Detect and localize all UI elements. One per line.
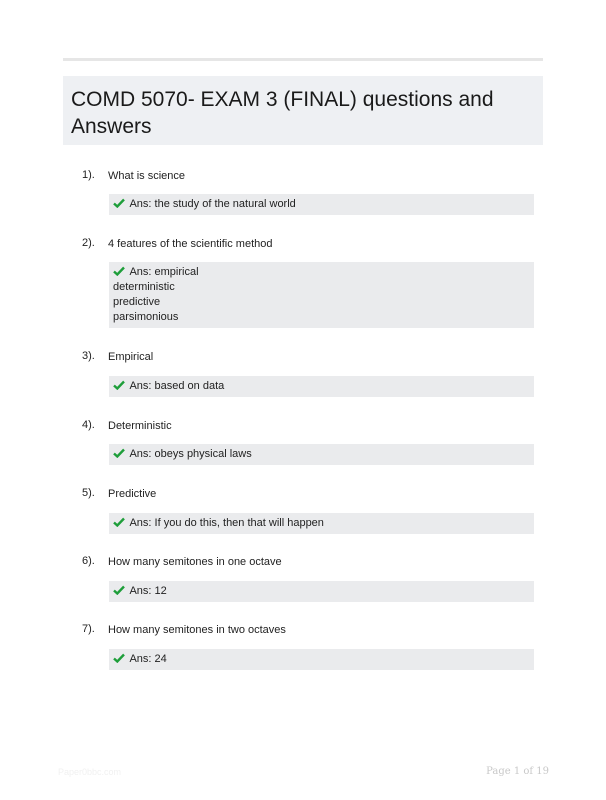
question-number: 3). [82,350,95,362]
answer-text: parsimonious [113,311,179,323]
question-number: 4). [82,419,95,431]
question-text: Deterministic [108,420,172,432]
answer-prefix: Ans: [129,198,152,210]
check-icon [113,198,125,208]
question-number: 5). [82,487,95,499]
answer-text: predictive [113,296,161,308]
answer-prefix: Ans: [129,585,152,597]
question-text: How many semitones in one octave [108,556,282,568]
answer-text: based on data [154,380,225,392]
check-icon [113,266,125,276]
question-number: 7). [82,623,95,635]
answer-prefix: Ans: [129,448,152,460]
answer-box [109,444,534,465]
page-indicator: Page 1 of 19 [486,766,549,777]
answer-box [109,513,534,534]
answer-box [109,649,534,670]
page-title: COMD 5070- EXAM 3 (FINAL) questions and Answers [71,88,494,138]
check-icon [113,585,125,595]
question-text: 4 features of the scientific method [108,238,273,250]
check-icon [113,448,125,458]
answer-text: deterministic [113,281,175,293]
question-text: Predictive [108,488,157,500]
title-box [63,76,543,145]
answer-text: 24 [154,653,167,665]
answer-text: obeys physical laws [154,448,252,460]
answer-text: the study of the natural world [154,198,296,210]
check-icon [113,380,125,390]
answer-box [109,581,534,602]
answer-prefix: Ans: [129,517,152,529]
question-text: How many semitones in two octaves [108,624,286,636]
question-text: Empirical [108,351,154,363]
question-number: 2). [82,237,95,249]
question-text: What is science [108,170,186,182]
check-icon [113,653,125,663]
top-divider [63,58,543,61]
answer-text: If you do this, then that will happen [154,517,324,529]
check-icon [113,517,125,527]
question-number: 1). [82,169,95,181]
answer-text: empirical [154,266,199,278]
answer-box [109,376,534,397]
footer-watermark: Paper0bbc.com [58,767,122,777]
answer-box [109,194,534,215]
answer-prefix: Ans: [129,380,152,392]
answer-prefix: Ans: [129,653,152,665]
question-number: 6). [82,555,95,567]
answer-box [109,262,534,328]
answer-prefix: Ans: [129,266,152,278]
answer-text: 12 [154,585,167,597]
